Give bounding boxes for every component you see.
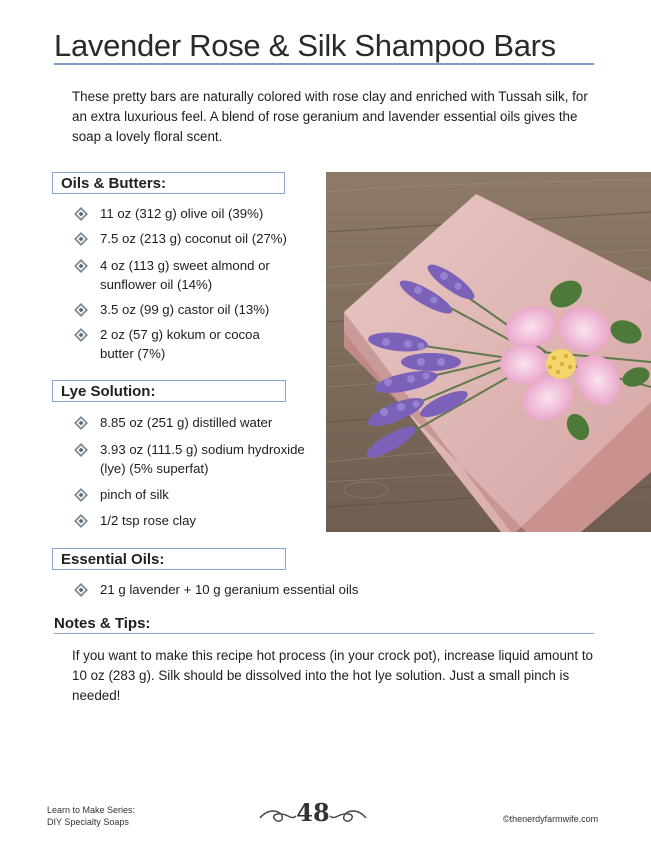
lye-solution-heading: Lye Solution:	[52, 380, 286, 402]
page-title: Lavender Rose & Silk Shampoo Bars	[54, 28, 556, 63]
diamond-bullet-icon	[74, 416, 88, 430]
diamond-bullet-icon	[74, 488, 88, 502]
list-item: 4 oz (113 g) sweet almond or sunflower oil (14%)	[72, 256, 294, 294]
diamond-bullet-icon	[74, 259, 88, 273]
essential-oils-heading: Essential Oils:	[52, 548, 286, 570]
notes-paragraph: If you want to make this recipe hot process (in your crock pot), increase liquid amount to 10 oz (283 g). Silk should be dissolved into the hot lye solution. Just a small pinch is needed!	[72, 648, 593, 703]
diamond-bullet-icon	[74, 583, 88, 597]
diamond-bullet-icon	[74, 303, 88, 317]
page-number: 48	[258, 796, 368, 828]
diamond-bullet-icon	[74, 514, 88, 528]
list-item: 1/2 tsp rose clay	[72, 511, 312, 530]
notes-underline	[54, 633, 594, 634]
series-label: Learn to Make Series: DIY Specialty Soaps	[47, 805, 136, 827]
site-credit: ©thenerdyfarmwife.com	[503, 814, 599, 824]
list-item: 3.93 oz (111.5 g) sodium hydroxide (lye) (5% superfat)	[72, 440, 322, 478]
oils-butters-heading: Oils & Butters:	[52, 172, 285, 194]
list-item: 3.5 oz (99 g) castor oil (13%)	[72, 300, 312, 319]
diamond-bullet-icon	[74, 328, 88, 342]
list-item: pinch of silk	[72, 485, 312, 504]
diamond-bullet-icon	[74, 443, 88, 457]
list-item: 21 g lavender + 10 g geranium essential oils	[72, 580, 472, 599]
title-underline	[54, 63, 594, 65]
intro-paragraph: These pretty bars are naturally colored with rose clay and enriched with Tussah silk, for an extra luxurious feel. A blend of rose geranium and lavender essential oils gives the soap a lovely floral scent.	[72, 89, 588, 144]
list-item: 11 oz (312 g) olive oil (39%)	[72, 204, 312, 223]
soap-photo	[326, 172, 651, 532]
diamond-bullet-icon	[74, 232, 88, 246]
list-item: 7.5 oz (213 g) coconut oil (27%)	[72, 229, 312, 248]
list-item: 8.85 oz (251 g) distilled water	[72, 413, 312, 432]
list-item: 2 oz (57 g) kokum or cocoa butter (7%)	[72, 325, 282, 363]
notes-heading: Notes & Tips:	[54, 615, 151, 632]
diamond-bullet-icon	[74, 207, 88, 221]
